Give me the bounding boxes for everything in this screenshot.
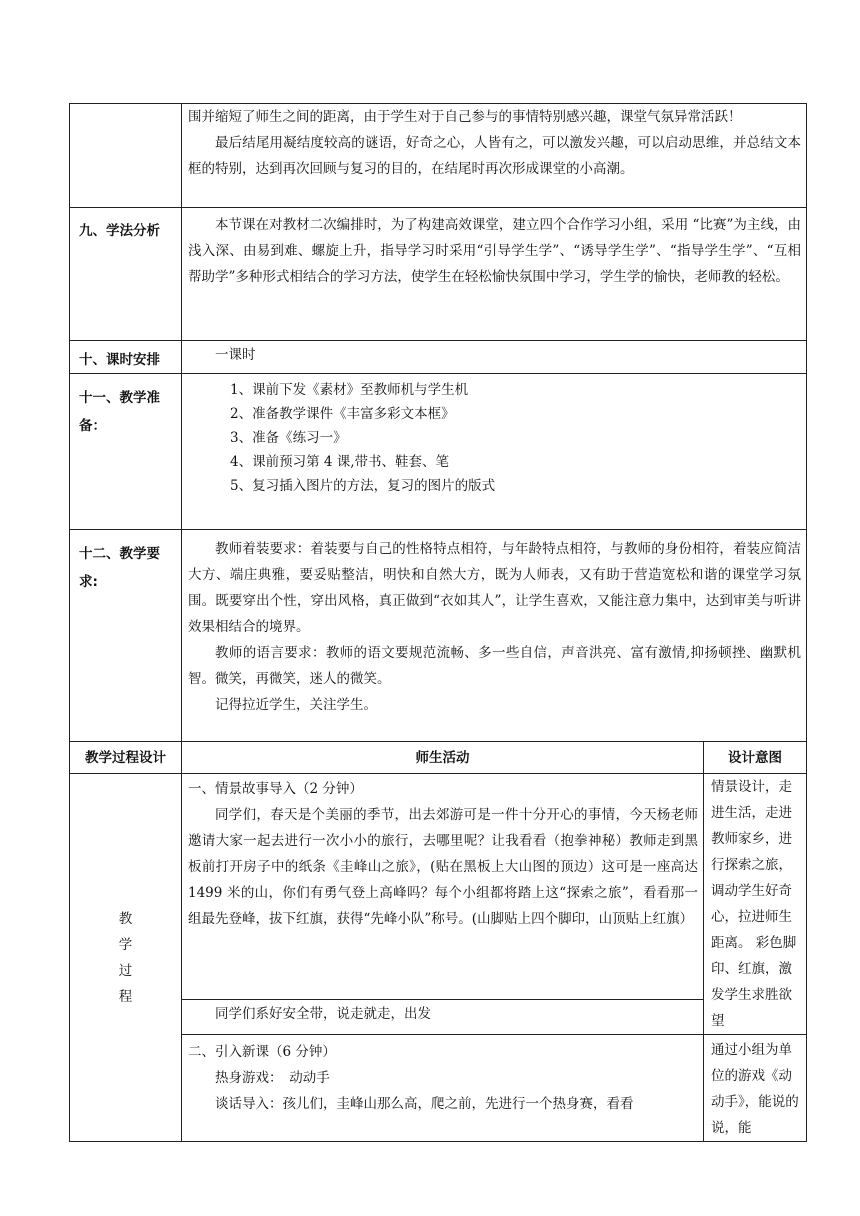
list-item: 5、复习插入图片的方法，复习的图片的版式	[230, 478, 496, 494]
empty-heading-cell	[70, 104, 182, 208]
step-1-title: 一、情景故事导入（2 分钟）	[188, 781, 363, 797]
preparation-heading: 十一、教学准备：	[70, 374, 182, 530]
table-row-study-method	[70, 208, 807, 341]
table-row-step-1	[70, 774, 807, 1000]
paragraph: 同学们，春天是个美丽的季节，出去郊游可是一件十分开心的事情，今天杨老师邀请大家一起去进行一次小小的旅行，去哪里呢？让我看看（抱拳神秘）教师走到黑板前打开房子中的纸条《圭峰山之旅》，(贴在黑板上大山图的顶边）这可是一座高达 1499 米的山，你们有勇气登上高峰吗？每个小组都将踏上这“探索之旅”，看看那一组最先登峰，拔下红旗，获得“先峰小队”称号。(山脚贴上四个脚印，山顶贴上红旗）	[188, 807, 698, 927]
process-label	[70, 774, 182, 1142]
list-item: 2、准备教学课件《丰富多彩文本框》	[230, 406, 455, 422]
table-row-continuation	[70, 104, 807, 208]
requirements-text	[182, 530, 807, 742]
requirements-heading: 十二、教学要求:	[70, 530, 182, 742]
step-1-followup	[182, 1000, 704, 1035]
list-item: 3、准备《练习一》	[230, 430, 347, 446]
study-method-text	[182, 208, 807, 341]
paragraph: 本节课在对教材二次编排时，为了构建高效课堂，建立四个合作学习小组，采用 “比赛”为主线，由浅入深、由易到难、螺旋上升，指导学习时采用“引导学生学”、“诱导学生学”、“指导学生学”、“互相帮助学”多种形式相结合的学习方法，使学生在轻松愉快氛围中学习，学生学的愉快，老师教的轻松。	[188, 217, 801, 285]
schedule-heading: 十、课时安排	[70, 341, 182, 374]
process-label-char: 程	[118, 988, 133, 1005]
study-method-heading: 九、学法分析	[70, 208, 182, 341]
step-2-activity	[182, 1035, 704, 1142]
process-label-char: 教	[118, 910, 133, 927]
table-row-requirements	[70, 530, 807, 742]
lesson-plan-table	[69, 103, 807, 1142]
continuation-text	[182, 104, 807, 208]
table-row-preparation	[70, 374, 807, 530]
paragraph: 同学们系好安全带，说走就走，出发	[215, 1006, 431, 1023]
process-design-header: 教学过程设计	[70, 742, 182, 774]
step-2-title: 二、引入新课（6 分钟）	[188, 1044, 336, 1060]
paragraph: 围并缩短了师生之间的距离，由于学生对于自己参与的事情特别感兴趣，课堂气氛异常活跃！	[188, 109, 742, 125]
preparation-list	[182, 374, 807, 530]
list-item: 1、课前下发《素材》至教师机与学生机	[230, 382, 469, 398]
paragraph: 热身游戏： 动动手	[215, 1070, 330, 1086]
schedule-text	[182, 341, 807, 374]
step-1-activity	[182, 774, 704, 1000]
intent-header: 设计意图	[704, 742, 807, 774]
process-label-char: 过	[118, 962, 133, 979]
activities-header: 师生活动	[182, 742, 704, 774]
table-row-schedule	[70, 341, 807, 374]
paragraph: 记得拉近学生，关注学生。	[215, 697, 377, 713]
schedule-value: 一课时	[215, 347, 256, 363]
step-2-intent: 通过小组为单位的游戏《动动手》，能说的说，能	[704, 1035, 807, 1142]
paragraph: 最后结尾用凝结度较高的谜语，好奇之心，人皆有之，可以激发兴趣，可以启动思维，并总结文本框的特别，达到再次回顾与复习的目的，在结尾时再次形成课堂的小高潮。	[188, 135, 801, 177]
list-item: 4、课前预习第 4 课,带书、鞋套、笔	[230, 454, 450, 470]
paragraph: 教师的语言要求：教师的语文要规范流畅、多一些自信，声音洪亮、富有激情,抑扬顿挫、幽默机智。微笑，再微笑，迷人的微笑。	[188, 645, 801, 687]
paragraph: 谈话导入：孩儿们，圭峰山那么高，爬之前，先进行一个热身赛，看看	[215, 1096, 634, 1112]
table-row-process-header	[70, 742, 807, 774]
paragraph: 教师着装要求：着装要与自己的性格特点相符，与年龄特点相符，与教师的身份相符，着装应简洁大方、端庄典雅，要妥贴整洁，明快和自然大方，既为人师表，又有助于营造宽松和谐的课堂学习氛围。既要穿出个性，穿出风格，真正做到“衣如其人”，让学生喜欢，又能注意力集中，达到审美与听讲效果相结合的境界。	[188, 541, 801, 635]
process-label-char: 学	[118, 936, 133, 953]
step-1-intent: 情景设计，走进生活，走进教师家乡，进行探索之旅，调动学生好奇心，拉进师生距离。 彩色脚印、红旗，激发学生求胜欲望	[704, 774, 807, 1035]
